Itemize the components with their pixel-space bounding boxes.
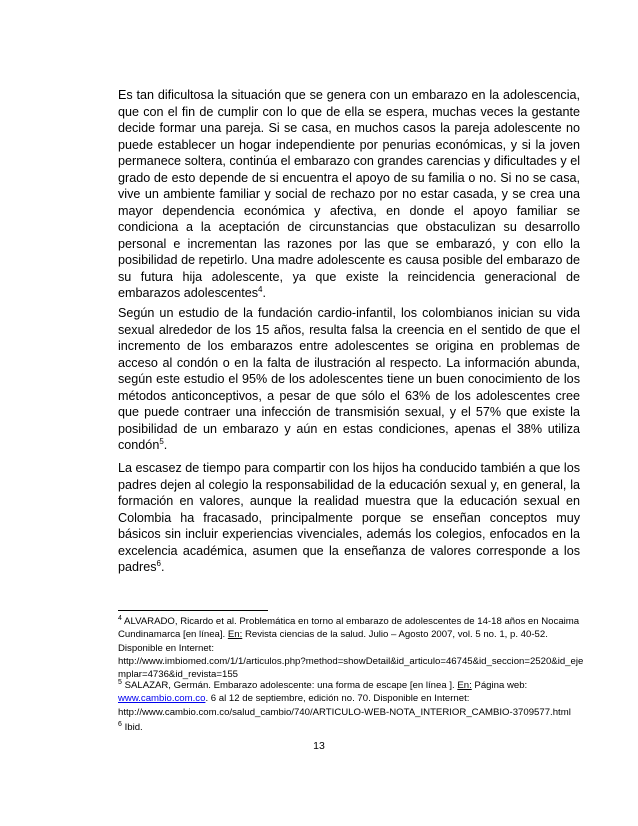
- footnote-4: [118, 614, 584, 681]
- footnote-line: [118, 692, 580, 705]
- footnote-number: 5: [118, 678, 122, 686]
- footnote-line: [118, 679, 580, 692]
- footnote-url-continued[interactable]: mplar=4736&id_revista=155: [118, 669, 239, 681]
- footnote-reference[interactable]: 6: [156, 558, 161, 568]
- footnote-text: Revista ciencias de la salud. Julio – Agosto 2007, vol. 5 no. 1, p. 40-52.: [242, 629, 548, 641]
- footnote-text: ALVARADO, Ricardo et al. Problemática en torno al embarazo de adolescentes de 14-18 años en Nocaima: [121, 616, 580, 627]
- footnote-link[interactable]: www.cambio.com.co: [118, 693, 206, 705]
- footnote-number: 4: [118, 614, 122, 622]
- footnote-url[interactable]: http://www.cambio.com.co/salud_cambio/740/ARTICULO-WEB-NOTA_INTERIOR_CAMBIO-3709577.html: [118, 706, 571, 718]
- footnote-source-label: En:: [457, 680, 472, 691]
- paragraph-text: La escasez de tiempo para compartir con los hijos ha conducido también a que los padres dejen al colegio la responsabilidad de la educación sexual y, en general, la formación en valores, aunque la realidad muestra que la educación sexual en Colombia ha fracasado, principalmente porque se enseñan conceptos muy básicos sin incluir experiencias vivenciales, además los colegios, enfocados en la excelencia académica, asumen que la enseñanza de valores corresponde a los padres: [118, 461, 580, 574]
- footnote-number: 6: [118, 720, 122, 728]
- paragraph-end: .: [163, 438, 168, 452]
- footnote-reference[interactable]: 5: [159, 436, 164, 446]
- body-paragraph: [118, 305, 580, 454]
- footnote-url[interactable]: http://www.imbiomed.com/1/1/articulos.php?method=showDetail&id_articulo=46745&id_seccion=2520&id_eje: [118, 655, 584, 667]
- footnote-source-label: En:: [227, 629, 243, 641]
- footnote-text: Cundinamarca [en línea].: [118, 629, 228, 641]
- body-paragraph: [118, 87, 580, 302]
- footnote-line: [118, 721, 580, 734]
- footnote-reference[interactable]: 4: [258, 284, 263, 294]
- footnote-separator: [118, 610, 268, 611]
- paragraph-text: Según un estudio de la fundación cardio-infantil, los colombianos inician su vida sexual alrededor de los 15 años, resulta falsa la creencia en el sentido de que el incremento de los embarazos entre adolescentes se origina en problemas de acceso al condón o en la falta de ilustración al respecto. La información abunda, según este estudio el 95% de los adolescentes tiene un buen conocimiento de los métodos anticonceptivos, a pesar de que sólo el 63% de los adolescentes cree que puede contraer una infección de transmisión sexual, y el 57% que existe la posibilidad de un embarazo y aún en estas condiciones, apenas el 38% utiliza condón: [118, 306, 580, 452]
- footnote-line: [118, 628, 580, 641]
- paragraph-end: .: [160, 560, 165, 574]
- footnote-text: Página web:: [471, 680, 528, 691]
- footnote-line: Disponible en Internet:: [118, 642, 214, 654]
- paragraph-end: .: [262, 286, 266, 300]
- body-paragraph: [118, 460, 580, 576]
- footnote-line: [118, 615, 580, 628]
- footnote-text: . 6 al 12 de septiembre, edición no. 70. Disponible en Internet:: [205, 693, 470, 705]
- page-number: 13: [313, 740, 325, 752]
- footnote-6: [118, 721, 580, 734]
- footnote-text: SALAZAR, Germán. Embarazo adolescente: una forma de escape [en línea ].: [121, 680, 458, 691]
- paragraph-text: Es tan dificultosa la situación que se genera con un embarazo en la adolescencia, que con el fin de cumplir con lo que de ella se espera, muchas veces la gestante decide formar una pareja. Si se casa, en muchos casos la pareja adolescente no puede establecer un hogar independiente por penurias económicas, y si la joven permanece soltera, continúa el embarazo con grandes carencias y dificultades y el grado de esto depende de si encuentra el apoyo de su familia o no. Si no se casa, vive un ambiente familiar y social de rechazo por no estar casada, y se crea una mayor dependencia económica y afectiva, en donde el apoyo familiar se condiciona a la aceptación de circunstancias que obstaculizan su desarrollo personal e incrementan las razones por las que se embarazó, y con ello la posibilidad de repetirlo. Una madre adolescente es causa posible del embarazo de su futura hija adolescente, ya que existe la reincidencia generacional de embarazos adolescentes: [118, 88, 580, 300]
- footnote-5: [118, 679, 580, 719]
- footnote-text: Ibid.: [121, 722, 143, 733]
